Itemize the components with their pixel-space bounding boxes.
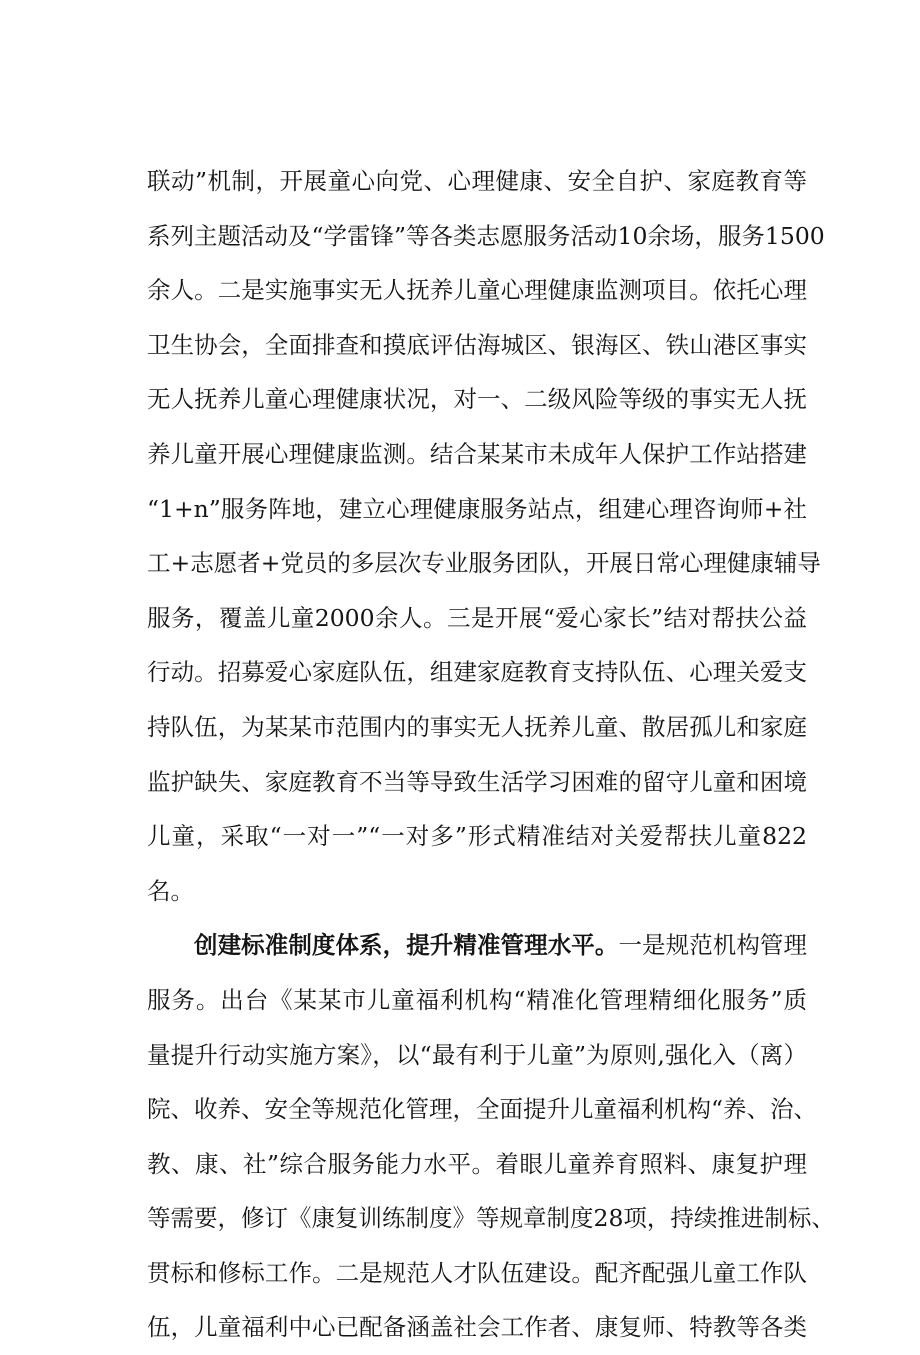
text-line: “1+n”服务阵地，建立心理健康服务站点，组建心理咨询师+社 [147,494,807,523]
text-line: 卫生协会，全面排查和摸底评估海城区、银海区、铁山港区事实 [147,330,807,359]
text-line: 儿童，采取“一对一”“一对多”形式精准结对关爱帮扶儿童822 [147,822,807,851]
text-line: 量提升行动实施方案》，以“最有利于儿童”为原则,强化入（离） [147,1040,807,1069]
text-line: 工+志愿者+党员的多层次专业服务团队，开展日常心理健康辅导 [147,549,821,578]
text-line: 服务，覆盖儿童2000余人。三是开展“爱心家长”结对帮扶公益 [147,603,807,632]
text-line: 伍，儿童福利中心已配备涵盖社会工作者、康复师、特教等各类 [147,1313,807,1342]
text-line: 服务。出台《某某市儿童福利机构“精准化管理精细化服务”质 [147,985,807,1014]
text-line: 无人抚养儿童心理健康状况，对一、二级风险等级的事实无人抚 [147,385,807,414]
text-line: 行动。招募爱心家庭队伍，组建家庭教育支持队伍、心理关爱支 [147,658,807,687]
paragraph-standard-system [147,918,835,1355]
text-line: 余人。二是实施事实无人抚养儿童心理健康监测项目。依托心理 [147,276,807,305]
text-line: 系列主题活动及“学雷锋”等各类志愿服务活动10余场，服务1500 [147,221,825,250]
text-line: 贯标和修标工作。二是规范人才队伍建设。配齐配强儿童工作队 [147,1258,807,1287]
text-line: 教、康、社”综合服务能力水平。着眼儿童养育照料、康复护理 [147,1149,807,1178]
text-line: 监护缺失、家庭教育不当等导致生活学习困难的留守儿童和困境 [147,767,807,796]
paragraph-child-care-services [147,154,825,918]
text-line: 联动”机制，开展童心向党、心理健康、安全自护、家庭教育等 [147,167,807,195]
document-body [147,154,835,1355]
paragraph-heading-continuation: 一是规范机构管理 [618,931,808,960]
paragraph-heading: 创建标准制度体系，提升精准管理水平。 [194,931,619,960]
text-line: 等需要，修订《康复训练制度》等规章制度28项，持续推进制标、 [147,1204,835,1233]
text-line: 名。 [147,876,194,905]
text-line: 院、收养、安全等规范化管理，全面提升儿童福利机构“养、治、 [147,1095,818,1124]
paragraph-first-line [147,918,807,973]
text-line: 持队伍，为某某市范围内的事实无人抚养儿童、散居孤儿和家庭 [147,712,807,741]
text-line: 养儿童开展心理健康监测。结合某某市未成年人保护工作站搭建 [147,439,807,468]
